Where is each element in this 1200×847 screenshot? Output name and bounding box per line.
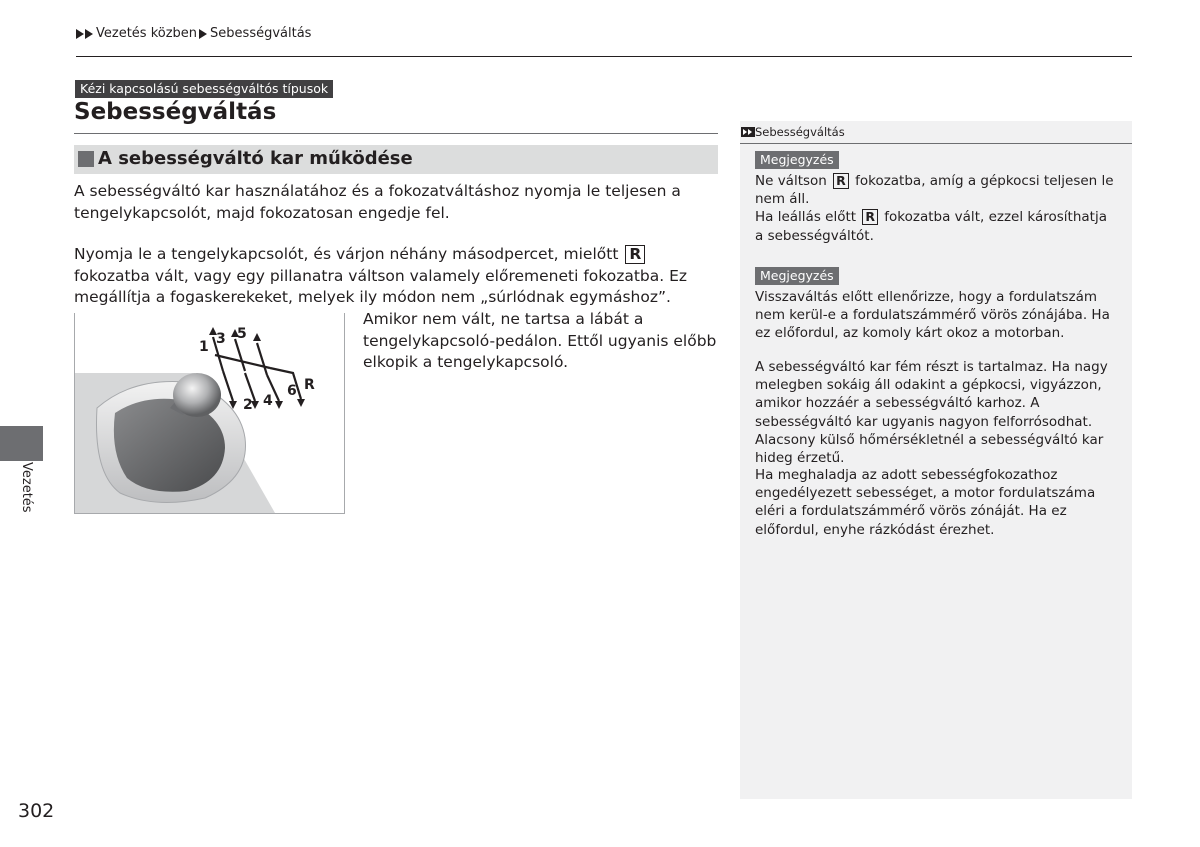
gear-shift-illustration <box>74 313 345 514</box>
note-text: Visszaváltás előtt ellenőrizze, hogy a fordulatszám nem kerül-e a fordulatszámmérő vörös zónájába. Ha ez előfordul, az komoly kárt okoz a motorban. <box>755 289 1110 342</box>
breadcrumb-arrow-icon <box>85 29 93 39</box>
double-arrow-icon <box>741 127 755 137</box>
note-label: Megjegyzés <box>755 151 839 169</box>
gear-label: 2 <box>243 397 253 413</box>
title-rule <box>74 133 718 134</box>
breadcrumb-item[interactable]: Sebességváltás <box>210 26 312 41</box>
section-tag: Kézi kapcsolású sebességváltós típusok <box>75 80 333 98</box>
page-title: Sebességváltás <box>74 99 277 125</box>
sidebar-heading <box>741 125 845 139</box>
shift-knob <box>173 373 221 417</box>
breadcrumb-separator-icon <box>199 29 207 39</box>
note-text-part: fokozatba vált, ezzel károsíthatja a sebességváltót. <box>755 209 1107 244</box>
reverse-gear-icon: R <box>862 209 878 225</box>
sidebar-paragraph: A sebességváltó kar fém részt is tartalmaz. Ha nagy melegben sokáig áll odakint a gépkocsi, vigyázzon, amikor hozzáér a sebességváltó karhoz. A sebességváltó kar ugyanis nagyon felforrósodhat. Alacsony külső hőmérsékletnél a sebességváltó kar hideg érzetű. <box>755 359 1108 467</box>
gear-shift-diagram <box>75 313 344 513</box>
chapter-tab-label <box>14 462 34 522</box>
breadcrumb-item[interactable]: Vezetés közben <box>96 26 198 41</box>
note-text-part: Ha leállás előtt <box>755 209 857 226</box>
note-text-part: Ne váltson <box>755 173 827 189</box>
gear-label: 3 <box>216 331 226 347</box>
breadcrumb <box>76 26 311 41</box>
chapter-tab-text: Vezetés <box>19 462 34 513</box>
paragraph-clutch-use: A sebességváltó kar használatához és a fokozatváltáshoz nyomja le teljesen a tengelykapcsolót, majd fokozatosan engedje fel. <box>74 182 681 222</box>
chapter-tab[interactable] <box>0 426 43 461</box>
reverse-gear-icon: R <box>625 245 645 264</box>
reverse-gear-icon: R <box>833 173 849 189</box>
gear-label: 6 <box>287 383 297 399</box>
page-number: 302 <box>18 800 55 822</box>
header-rule <box>76 56 1132 57</box>
gear-label: 5 <box>237 326 247 342</box>
paragraph-reverse <box>74 244 724 309</box>
sidebar-heading-text: Sebességváltás <box>755 125 845 139</box>
sidebar-paragraph: Ha meghaladja az adott sebességfokozathoz engedélyezett sebességet, a motor fordulatszáma eléri a fordulatszámmérő vörös zónáját. Ha ez előfordul, enyhe rázkódást érezhet. <box>755 467 1096 538</box>
note-label: Megjegyzés <box>755 267 839 285</box>
square-bullet-icon <box>78 151 94 167</box>
breadcrumb-arrow-icon <box>76 29 84 39</box>
subsection-title: A sebességváltó kar működése <box>98 148 413 169</box>
gear-label: 1 <box>199 339 209 355</box>
note-text-part: fokozatba, amíg a gépkocsi teljesen le nem áll. <box>755 173 1114 208</box>
paragraph-clutch-wear: Amikor nem vált, ne tartsa a lábát a tengelykapcsoló-pedálon. Ettől ugyanis előbb elkopik a tengelykapcsoló. <box>363 310 717 371</box>
sidebar-heading-rule <box>740 143 1132 144</box>
paragraph-text: Nyomja le a tengelykapcsolót, és várjon néhány másodpercet, mielőtt <box>74 245 619 263</box>
note-text <box>755 172 1115 245</box>
gear-label: R <box>304 377 315 393</box>
paragraph-text: fokozatba vált, vagy egy pillanatra váltson valamely előremeneti fokozatba. Ez megállítja a fogaskerekeket, melyek ily módon nem „súrlódnak egymáshoz”. <box>74 266 688 306</box>
gear-label: 4 <box>263 393 273 409</box>
